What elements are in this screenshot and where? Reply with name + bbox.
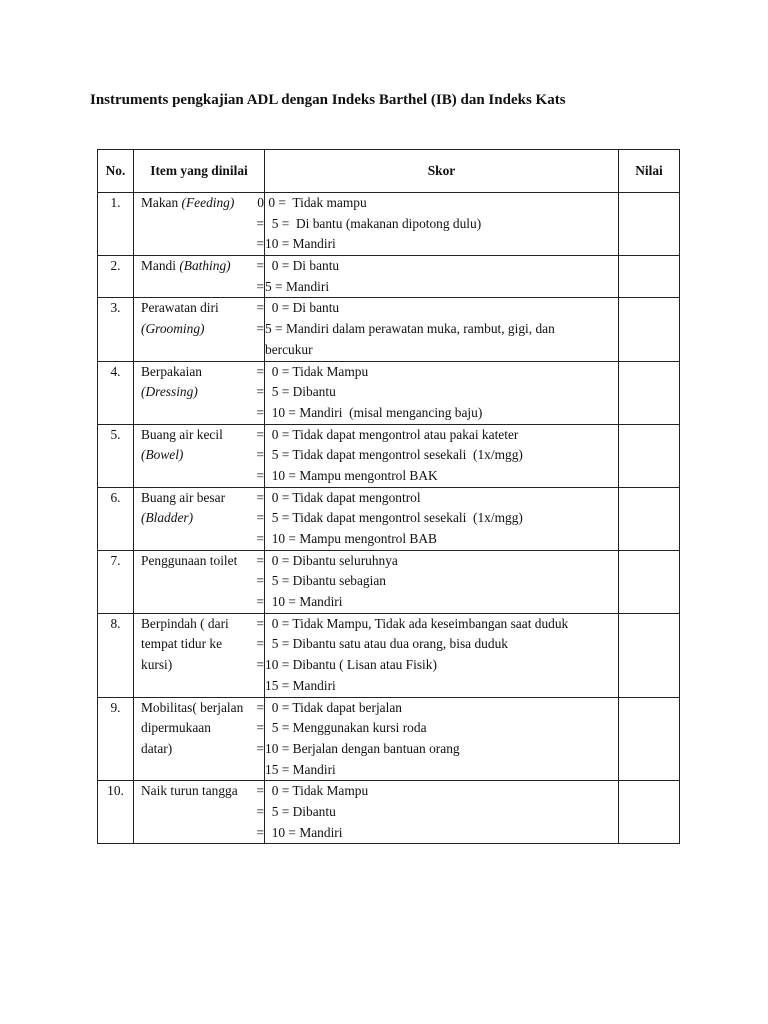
- document-title: Instruments pengkajian ADL dengan Indeks Barthel (IB) dan Indeks Kats: [90, 92, 566, 108]
- skor-option: 15 = Mandiri: [265, 761, 336, 777]
- item-label-english: (Bowel): [141, 447, 184, 463]
- item-label: [141, 718, 254, 739]
- item-cell: [134, 781, 265, 844]
- item-label: [141, 425, 254, 446]
- skor-option: 10 = Mandiri: [265, 594, 343, 610]
- item-label: [141, 739, 254, 760]
- row-number: 3.: [98, 298, 134, 361]
- skor-option: 5 = Dibantu: [265, 803, 336, 819]
- equals-mark: =: [256, 404, 264, 420]
- skor-option: 10 = Mandiri: [265, 236, 336, 252]
- item-label: [141, 382, 254, 403]
- skor-option: 5 = Di bantu (makanan dipotong dulu): [265, 215, 482, 231]
- item-label: [141, 298, 254, 319]
- item-label-text: Perawatan diri: [141, 300, 219, 316]
- skor-cell: [265, 697, 619, 781]
- item-label: [141, 698, 254, 719]
- table-row: [98, 256, 680, 298]
- item-label-text: dipermukaan: [141, 720, 211, 736]
- item-label-text: Buang air besar: [141, 489, 226, 505]
- equals-mark: =: [256, 510, 264, 526]
- equals-mark: =: [256, 594, 264, 610]
- item-label-text: kursi): [141, 657, 173, 673]
- skor-option: 10 = Dibantu ( Lisan atau Fisik): [265, 657, 437, 673]
- table-header-row: [98, 150, 680, 193]
- table-row: [98, 550, 680, 613]
- skor-option: 0 = Dibantu seluruhnya: [265, 552, 398, 568]
- skor-option: 10 = Berjalan dengan bantuan orang: [265, 740, 460, 756]
- equals-mark: =: [256, 636, 264, 652]
- equals-mark: =: [256, 699, 264, 715]
- item-label-english: (Dressing): [141, 384, 198, 400]
- nilai-cell[interactable]: [619, 298, 680, 361]
- skor-option: 10 = Mandiri: [265, 824, 343, 840]
- item-cell: [134, 193, 265, 256]
- table-row: [98, 424, 680, 487]
- equals-mark: =: [256, 258, 264, 274]
- skor-option: bercukur: [265, 341, 313, 357]
- equals-mark: =: [256, 321, 264, 337]
- equals-mark: =: [256, 236, 264, 252]
- equals-mark: [254, 676, 264, 697]
- row-number: 2.: [98, 256, 134, 298]
- row-number: 10.: [98, 781, 134, 844]
- skor-option: 0 = Tidak Mampu: [265, 783, 369, 799]
- skor-option: 5 = Tidak dapat mengontrol sesekali (1x/mgg): [265, 510, 523, 526]
- table-row: [98, 487, 680, 550]
- item-label-english: (Feeding): [181, 195, 235, 210]
- skor-option: 0 = Tidak mampu: [265, 195, 367, 210]
- equals-mark: =: [256, 300, 264, 316]
- item-label: [141, 193, 254, 214]
- skor-option: 0 = Tidak dapat mengontrol atau pakai kateter: [265, 426, 519, 442]
- equals-mark: =: [256, 720, 264, 736]
- nilai-cell[interactable]: [619, 781, 680, 844]
- skor-option: 5 = Dibantu satu atau dua orang, bisa duduk: [265, 636, 508, 652]
- item-label: [141, 445, 254, 466]
- table-row: [98, 781, 680, 844]
- skor-option: 5 = Tidak dapat mengontrol sesekali (1x/mgg): [265, 447, 523, 463]
- nilai-cell[interactable]: [619, 193, 680, 256]
- skor-option: 10 = Mampu mengontrol BAK: [265, 467, 438, 483]
- skor-option: 5 = Mandiri dalam perawatan muka, rambut, gigi, dan: [265, 321, 555, 337]
- item-label: [141, 256, 254, 277]
- equals-mark: =: [256, 489, 264, 505]
- equals-mark: =: [256, 467, 264, 483]
- item-cell: [134, 298, 265, 361]
- item-label: [141, 508, 254, 529]
- row-number: 4.: [98, 361, 134, 424]
- skor-cell: [265, 361, 619, 424]
- row-number: 7.: [98, 550, 134, 613]
- equals-mark: =: [256, 824, 264, 840]
- equals-mark: =: [256, 573, 264, 589]
- nilai-cell[interactable]: [619, 550, 680, 613]
- equals-mark: =: [256, 426, 264, 442]
- equals-mark: =: [256, 657, 264, 673]
- item-cell: [134, 697, 265, 781]
- item-label-text: datar): [141, 740, 173, 756]
- item-cell: [134, 361, 265, 424]
- adl-table: [97, 149, 680, 844]
- equals-mark: =: [256, 740, 264, 756]
- skor-cell: [265, 550, 619, 613]
- row-number: 9.: [98, 697, 134, 781]
- skor-option: 5 = Dibantu: [265, 384, 336, 400]
- row-number: 5.: [98, 424, 134, 487]
- row-number: 8.: [98, 613, 134, 697]
- skor-option: 5 = Mandiri: [265, 278, 330, 294]
- nilai-cell[interactable]: [619, 697, 680, 781]
- header-item: Item yang dinilai: [134, 150, 265, 193]
- skor-option: 0 = Tidak Mampu: [265, 363, 369, 379]
- equals-mark: =: [256, 783, 264, 799]
- item-label-text: tempat tidur ke: [141, 636, 223, 652]
- skor-cell: [265, 193, 619, 256]
- item-label: [141, 488, 254, 509]
- item-label: [141, 655, 254, 676]
- skor-cell: [265, 781, 619, 844]
- item-label-english: (Grooming): [141, 321, 205, 337]
- item-label-text: Naik turun tangga: [141, 783, 238, 799]
- nilai-cell[interactable]: [619, 361, 680, 424]
- equals-mark: =: [256, 531, 264, 546]
- header-nilai: Nilai: [619, 150, 680, 193]
- skor-cell: [265, 424, 619, 487]
- item-cell: [134, 487, 265, 550]
- item-label: [141, 634, 254, 655]
- table-body: [98, 193, 680, 844]
- item-cell: [134, 613, 265, 697]
- item-label-text: Mandi: [141, 258, 180, 274]
- item-label: [141, 362, 254, 383]
- skor-option: 0 = Di bantu: [265, 300, 340, 316]
- equals-mark: [254, 340, 264, 361]
- item-cell: [134, 256, 265, 298]
- item-label-text: Berpindah ( dari: [141, 615, 229, 631]
- skor-cell: [265, 256, 619, 298]
- skor-option: 10 = Mandiri (misal mengancing baju): [265, 404, 483, 420]
- item-label-text: Penggunaan toilet: [141, 552, 238, 568]
- skor-cell: [265, 613, 619, 697]
- table-row: [98, 697, 680, 781]
- skor-option: 5 = Dibantu sebagian: [265, 573, 386, 589]
- equals-mark: =: [256, 215, 264, 231]
- item-label: [141, 781, 254, 802]
- skor-cell: [265, 298, 619, 361]
- equals-mark: =: [256, 615, 264, 631]
- item-label-text: Berpakaian: [141, 363, 202, 379]
- row-number: 1.: [98, 193, 134, 256]
- row-number: 6.: [98, 487, 134, 550]
- nilai-cell[interactable]: [619, 256, 680, 298]
- equals-mark: =: [256, 278, 264, 294]
- item-label-text: Makan: [141, 195, 182, 210]
- skor-option: 5 = Menggunakan kursi roda: [265, 720, 427, 736]
- equals-mark: =: [256, 803, 264, 819]
- equals-mark: [254, 760, 264, 781]
- nilai-cell[interactable]: [619, 424, 680, 487]
- skor-option: 15 = Mandiri: [265, 677, 336, 693]
- item-label-text: Buang air kecil: [141, 426, 223, 442]
- item-label: [141, 551, 254, 572]
- equals-mark: 0: [257, 195, 264, 210]
- skor-option: 0 = Tidak dapat berjalan: [265, 699, 402, 715]
- item-label: [141, 319, 254, 340]
- table-row: [98, 193, 680, 256]
- skor-option: 0 = Tidak dapat mengontrol: [265, 489, 421, 505]
- skor-cell: [265, 487, 619, 550]
- nilai-cell[interactable]: [619, 487, 680, 550]
- item-label-english: (Bathing): [179, 258, 231, 274]
- skor-option: 0 = Di bantu: [265, 258, 340, 274]
- item-label: [141, 614, 254, 635]
- item-cell: [134, 550, 265, 613]
- item-label-text: Mobilitas( berjalan: [141, 699, 244, 715]
- equals-mark: =: [256, 552, 264, 568]
- skor-option: 0 = Tidak Mampu, Tidak ada keseimbangan saat duduk: [265, 615, 569, 631]
- nilai-cell[interactable]: [619, 613, 680, 697]
- header-no: No.: [98, 150, 134, 193]
- skor-option: 10 = Mampu mengontrol BAB: [265, 531, 437, 546]
- table-row: [98, 361, 680, 424]
- table-row: [98, 298, 680, 361]
- table-row: [98, 613, 680, 697]
- equals-mark: =: [256, 363, 264, 379]
- item-cell: [134, 424, 265, 487]
- item-label-english: (Bladder): [141, 510, 194, 526]
- equals-mark: =: [256, 447, 264, 463]
- header-skor: Skor: [265, 150, 619, 193]
- equals-mark: =: [256, 384, 264, 400]
